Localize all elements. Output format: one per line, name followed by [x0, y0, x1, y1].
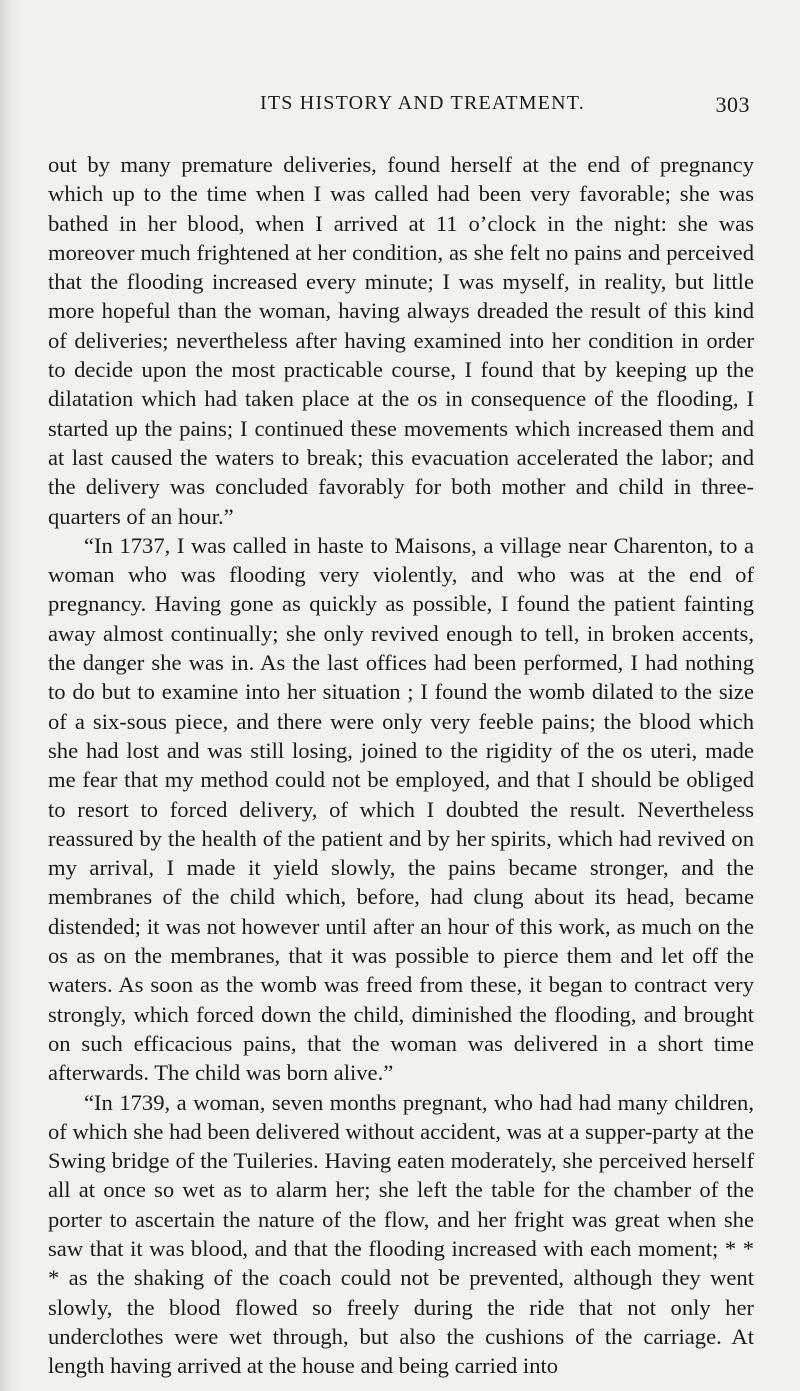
body-text — [48, 150, 754, 1380]
page-header — [230, 92, 750, 118]
paragraph-2: “In 1737, I was called in haste to Maisons, a village near Charenton, to a woman who was flooding very violently, and who was at the end of pregnancy. Having gone as quickly as possible, I found the patient fainting away almost continually; she only revived enough to tell, in broken accents, the danger she was in. As the last offices had been performed, I had nothing to do but to examine into her situation ; I found the womb dilated to the size of a six-sous piece, and there were only very feeble pains; the blood which she had lost and was still losing, joined to the rigidity of the os uteri, made me fear that my method could not be employed, and that I should be obliged to resort to forced delivery, of which I doubted the result. Nevertheless reassured by the health of the patient and by her spirits, which had revived on my arrival, I made it yield slowly, the pains became stronger, and the membranes of the child which, before, had clung about its head, became distended; it was not however until after an hour of this work, as much on the os as on the membranes, that it was possible to pierce them and let off the waters. As soon as the womb was freed from these, it began to contract very strongly, which forced down the child, diminished the flooding, and brought on such efficacious pains, that the woman was delivered in a short time afterwards. The child was born alive.” — [48, 532, 754, 1086]
paragraph-3: “In 1739, a woman, seven months pregnant, who had had many children, of which she had been delivered without accident, was at a supper-party at the Swing bridge of the Tuileries. Having eaten moderately, she perceived herself all at once so wet as to alarm her; she left the table for the chamber of the porter to ascertain the nature of the flow, and her fright was great when she saw that it was blood, and that the flooding increased with each moment; * * * as the shaking of the coach could not be prevented, although they went slowly, the blood flowed so freely during the ride that not only her underclothes were wet through, but also the cushions of the carriage. At length having arrived at the house and being carried into — [48, 1089, 754, 1379]
paragraph-1: out by many premature deliveries, found herself at the end of pregnancy which up to the time when I was called had been very favorable; she was bathed in her blood, when I arrived at 11 o’clock in the night: she was moreover much frightened at her condition, as she felt no pains and perceived that the flooding increased every minute; I was myself, in reality, but little more hopeful than the woman, having always dreaded the result of this kind of deliveries; nevertheless after having examined into her condition in order to decide upon the most practicable course, I found that by keeping up the dilatation which had taken place at the os in consequence of the flooding, I started up the pains; I continued these movements which increased them and at last caused the waters to break; this evacuation accelerated the labor; and the delivery was concluded favorably for both mother and child in three-quarters of an hour.” — [48, 152, 754, 529]
page-number: 303 — [715, 92, 750, 117]
running-head: ITS HISTORY AND TREATMENT. — [260, 92, 585, 114]
